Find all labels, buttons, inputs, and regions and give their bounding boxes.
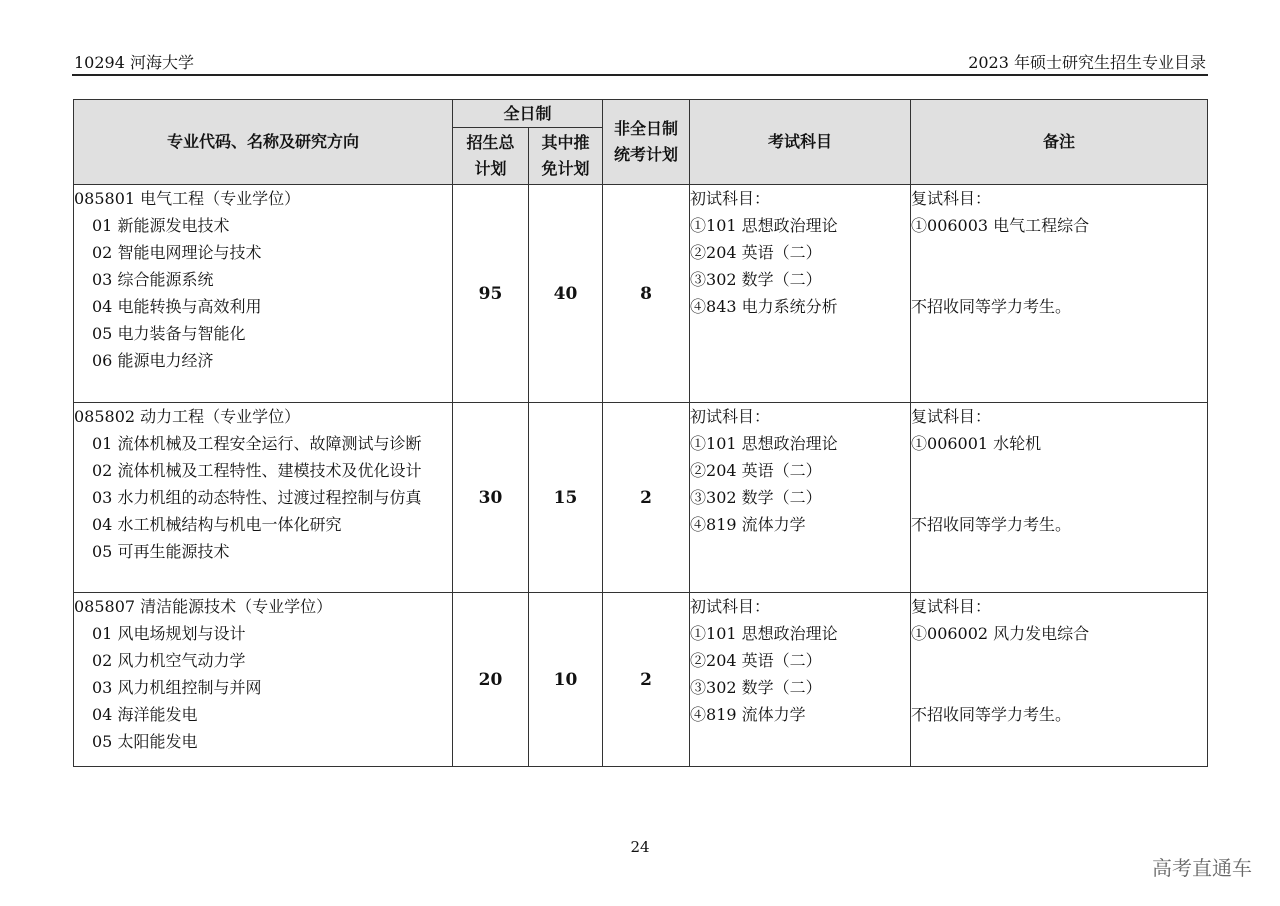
- col-total-line1: 招生总: [466, 133, 515, 152]
- header-university: 10294 河海大学: [74, 53, 194, 72]
- exam-item: ③302 数学（二）: [690, 678, 822, 697]
- exam-cell: [690, 403, 911, 593]
- header-title: 2023 年硕士研究生招生专业目录: [968, 53, 1206, 72]
- direction-item: 02 流体机械及工程特性、建模技术及优化设计: [92, 461, 422, 480]
- col-parttime-line1: 非全日制: [614, 119, 679, 138]
- exam-item: ④819 流体力学: [690, 705, 806, 724]
- exempt-plan-value: 40: [529, 185, 603, 403]
- exam-item: ②204 英语（二）: [690, 461, 822, 480]
- direction-item: 01 流体机械及工程安全运行、故障测试与诊断: [92, 434, 422, 453]
- col-exam-header: 考试科目: [690, 100, 911, 185]
- page-number: 24: [630, 838, 650, 856]
- remark-text: 不招收同等学力考生。: [911, 705, 1072, 724]
- exempt-plan-value: 10: [529, 593, 603, 767]
- col-parttime-line2: 统考计划: [614, 145, 679, 164]
- col-exempt-line1: 其中推: [541, 133, 590, 152]
- parttime-plan-value: 8: [603, 185, 690, 403]
- parttime-plan-value: 2: [603, 593, 690, 767]
- direction-item: 05 电力装备与智能化: [92, 324, 246, 343]
- table-row: [74, 593, 1208, 767]
- direction-item: 03 综合能源系统: [92, 270, 214, 289]
- exam-item: ②204 英语（二）: [690, 651, 822, 670]
- note-cell: [911, 593, 1208, 767]
- exam-title: 初试科目：: [690, 189, 771, 208]
- exam-item: ④819 流体力学: [690, 515, 806, 534]
- exam-item: ①101 思想政治理论: [690, 434, 838, 453]
- retest-item: ①006002 风力发电综合: [911, 624, 1090, 643]
- col-exempt-line2: 免计划: [541, 159, 590, 178]
- major-cell: [74, 185, 453, 403]
- remark-text: 不招收同等学力考生。: [911, 297, 1072, 316]
- direction-item: 03 水力机组的动态特性、过渡过程控制与仿真: [92, 488, 422, 507]
- note-cell: [911, 185, 1208, 403]
- col-fulltime-header: 全日制: [453, 100, 603, 128]
- direction-item: 01 新能源发电技术: [92, 216, 230, 235]
- direction-item: 01 风电场规划与设计: [92, 624, 246, 643]
- exam-title: 初试科目：: [690, 407, 771, 426]
- col-total-header: [453, 128, 529, 185]
- table-row: [74, 403, 1208, 593]
- total-plan-value: 95: [453, 185, 529, 403]
- exam-item: ②204 英语（二）: [690, 243, 822, 262]
- retest-title: 复试科目：: [911, 597, 992, 616]
- direction-item: 04 水工机械结构与机电一体化研究: [92, 515, 342, 534]
- note-cell: [911, 403, 1208, 593]
- watermark-text: 高考直通车: [1152, 856, 1252, 880]
- exam-item: ③302 数学（二）: [690, 488, 822, 507]
- total-plan-value: 20: [453, 593, 529, 767]
- total-plan-value: 30: [453, 403, 529, 593]
- col-total-line2: 计划: [474, 159, 507, 178]
- col-note-header: 备注: [911, 100, 1208, 185]
- col-major-header: 专业代码、名称及研究方向: [74, 100, 453, 185]
- exam-item: ④843 电力系统分析: [690, 297, 838, 316]
- header-rule: [72, 74, 1208, 76]
- retest-title: 复试科目：: [911, 407, 992, 426]
- exam-cell: [690, 593, 911, 767]
- table-row: [74, 185, 1208, 403]
- direction-item: 06 能源电力经济: [92, 351, 214, 370]
- retest-title: 复试科目：: [911, 189, 992, 208]
- direction-item: 04 海洋能发电: [92, 705, 198, 724]
- major-cell: [74, 403, 453, 593]
- direction-item: 02 风力机空气动力学: [92, 651, 246, 670]
- exempt-plan-value: 15: [529, 403, 603, 593]
- exam-cell: [690, 185, 911, 403]
- exam-title: 初试科目：: [690, 597, 771, 616]
- retest-item: ①006001 水轮机: [911, 434, 1042, 453]
- exam-item: ①101 思想政治理论: [690, 216, 838, 235]
- direction-item: 03 风力机组控制与并网: [92, 678, 262, 697]
- direction-item: 04 电能转换与高效利用: [92, 297, 262, 316]
- col-exempt-header: [529, 128, 603, 185]
- catalog-table: [73, 99, 1208, 767]
- retest-item: ①006003 电气工程综合: [911, 216, 1090, 235]
- major-title: 085802 动力工程（专业学位）: [74, 407, 301, 426]
- exam-item: ③302 数学（二）: [690, 270, 822, 289]
- exam-item: ①101 思想政治理论: [690, 624, 838, 643]
- remark-text: 不招收同等学力考生。: [911, 515, 1072, 534]
- major-title: 085801 电气工程（专业学位）: [74, 189, 301, 208]
- major-cell: [74, 593, 453, 767]
- direction-item: 05 太阳能发电: [92, 732, 198, 751]
- col-parttime-header: [603, 100, 690, 185]
- parttime-plan-value: 2: [603, 403, 690, 593]
- direction-item: 05 可再生能源技术: [92, 542, 230, 561]
- major-title: 085807 清洁能源技术（专业学位）: [74, 597, 333, 616]
- direction-item: 02 智能电网理论与技术: [92, 243, 262, 262]
